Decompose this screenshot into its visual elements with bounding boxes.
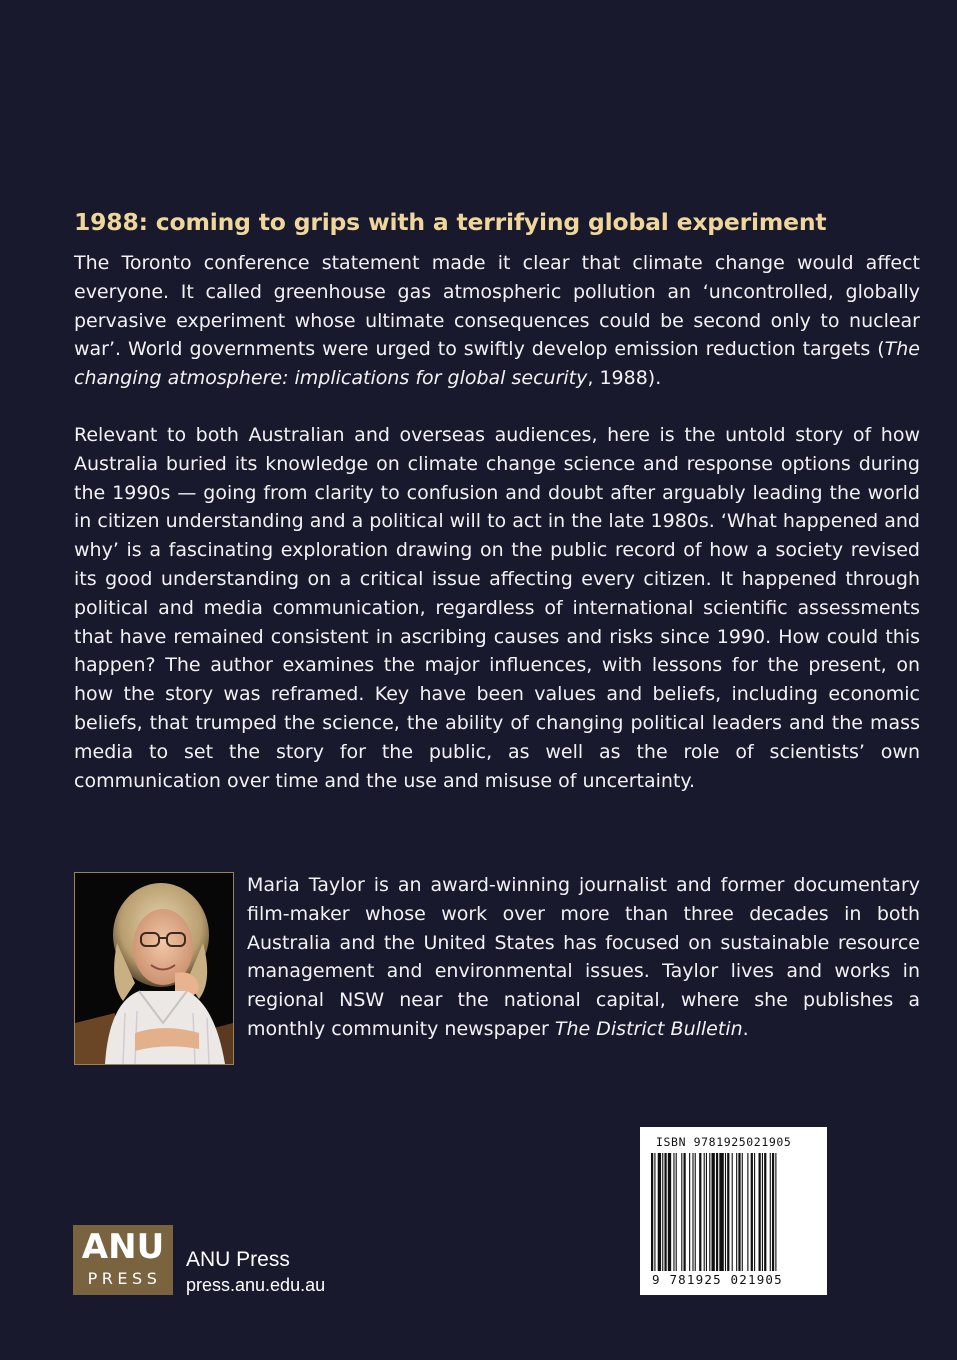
back-cover-headline: 1988: coming to grips with a terrifying global experiment	[74, 208, 827, 236]
logo-word: ANU	[81, 1227, 165, 1267]
barcode-bar	[736, 1153, 737, 1271]
barcode-bar	[754, 1153, 755, 1271]
publisher-name: ANU Press	[186, 1248, 290, 1271]
anu-press-logo	[73, 1225, 173, 1295]
barcode-bar	[681, 1153, 682, 1271]
barcode-bar	[695, 1153, 696, 1271]
author-bio-end: .	[742, 1017, 749, 1040]
barcode-bar	[711, 1153, 714, 1271]
logo-sub: PRESS	[87, 1269, 162, 1288]
barcode-bar	[762, 1153, 763, 1271]
author-bio	[247, 871, 920, 1044]
barcode-bar	[764, 1153, 766, 1271]
barcode-bar	[664, 1153, 666, 1271]
barcode-bar	[759, 1153, 761, 1271]
summary-paragraph	[74, 249, 920, 393]
barcode-bar	[775, 1153, 776, 1271]
barcode-digits: 9 781925 021905	[652, 1272, 783, 1287]
barcode-bar	[738, 1153, 740, 1271]
author-photo	[74, 872, 234, 1065]
barcode-bar	[727, 1153, 729, 1271]
barcode-bar	[654, 1153, 655, 1271]
barcode-bar	[658, 1153, 661, 1271]
barcode-bar	[673, 1153, 674, 1271]
barcode-bar	[683, 1153, 685, 1271]
barcode-bar	[751, 1153, 753, 1271]
summary-text-before: The Toronto conference statement made it clear that climate change would affect everyone. It called greenhouse gas atmospheric pollution an ‘uncontrolled, globally pervasive experiment whose ultimate consequences could be second only to nuclear war’. World governments were urged to swiftly develop emission reduction targets (	[74, 252, 920, 361]
barcode-bar	[709, 1153, 710, 1271]
barcode-bar	[692, 1153, 693, 1271]
barcode-bar	[704, 1153, 705, 1271]
newspaper-title: The District Bulletin	[554, 1017, 743, 1040]
barcode-bar	[742, 1153, 743, 1271]
barcode-bar	[699, 1153, 701, 1271]
barcode-bar	[662, 1153, 663, 1271]
isbn-label: ISBN 9781925021905	[656, 1135, 792, 1149]
barcode-bar	[651, 1153, 653, 1271]
publisher-url[interactable]: press.anu.edu.au	[186, 1275, 326, 1295]
barcode-bar	[725, 1153, 726, 1271]
barcode-bars	[650, 1153, 817, 1271]
barcode-bar	[716, 1153, 718, 1271]
barcode-bar	[668, 1153, 671, 1271]
author-bio-text: Maria Taylor is an award-winning journalist and former documentary film-maker whose work over more than three decades in both Australia and the United States has focused on sustainable resource management and environmental issues. Taylor lives and works in regional NSW near the national capital, where she publishes a monthly community newspaper	[247, 874, 920, 1040]
citation-title: The changing atmosphere: implications for global security	[74, 338, 920, 390]
description-paragraph: Relevant to both Australian and overseas audiences, here is the untold story of how Australia buried its knowledge on climate change science and response options during the 1990s — going from clarity to confusion and doubt after arguably leading the world in citizen understanding and a political will to act in the late 1980s. ‘What happened and why’ is a fascinating exploration drawing on the public record of how a society revised its good understanding on a critical issue affecting every citizen. It happened through political and media communication, regardless of international scientific assessments that have remained consistent in ascribing causes and risks since 1990. How could this happen? The author examines the major influences, with lessons for the present, on how the story was reframed. Key have been values and beliefs, including economic beliefs, that trumped the science, the ability of changing political leaders and the mass media to set the story for the public, as well as the role of scientists’ own communication over time and the use and misuse of uncertainty.	[74, 424, 920, 792]
barcode-bar	[747, 1153, 748, 1271]
barcode-bar	[772, 1153, 774, 1271]
barcode-bar	[770, 1153, 771, 1271]
barcode-bar	[719, 1153, 723, 1271]
summary-text-after: , 1988).	[587, 367, 662, 390]
isbn-barcode	[640, 1127, 827, 1295]
barcode-bar	[706, 1153, 707, 1271]
barcode-bar	[732, 1153, 733, 1271]
barcode-bar	[689, 1153, 690, 1271]
barcode-bar	[676, 1153, 677, 1271]
